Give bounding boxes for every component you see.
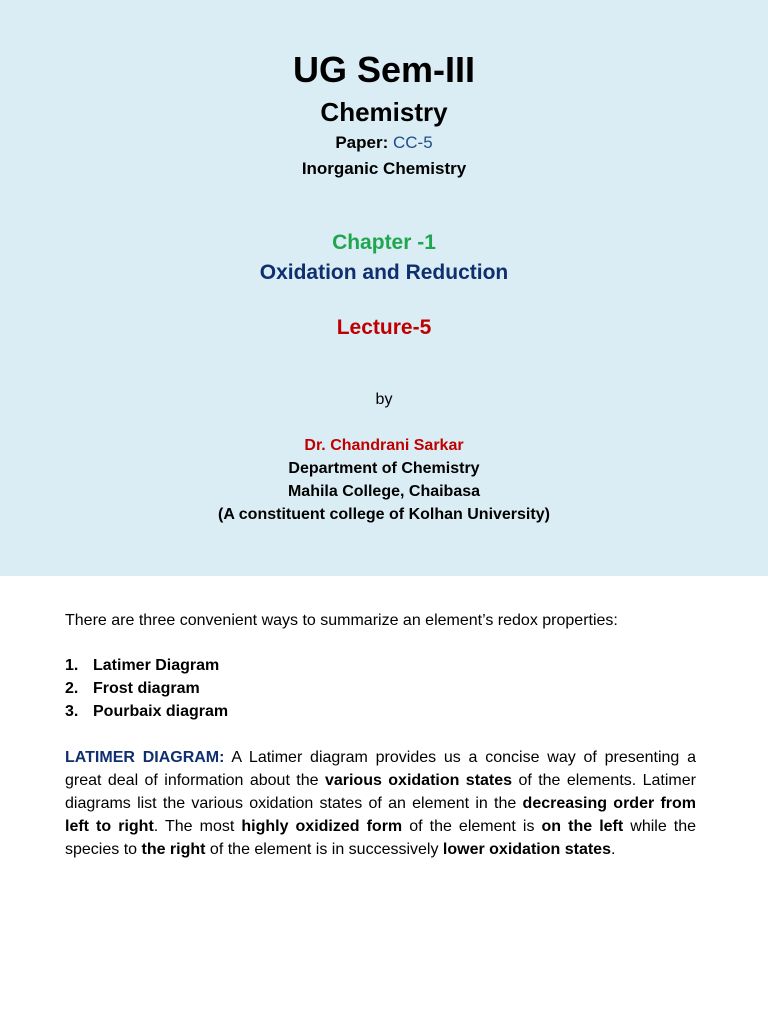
emphasis-text: lower oxidation states [442, 841, 611, 858]
list-text: Latimer Diagram [93, 657, 220, 674]
course-title: UG Sem-III [292, 49, 476, 90]
para-text: . The most [153, 818, 242, 835]
chapter-number: Chapter -1 [332, 231, 436, 254]
list-number: 2. [65, 680, 79, 697]
paper-name: Inorganic Chemistry [301, 159, 467, 178]
latimer-heading: LATIMER DIAGRAM: [65, 749, 225, 766]
paper-label: Paper: [335, 133, 393, 152]
para-text: of the element is in successively [205, 841, 443, 858]
college-name: Mahila College, Chaibasa [287, 483, 481, 500]
paper-code: CC-5 [392, 133, 433, 152]
paper-line [0, 132, 768, 154]
affiliation-text: (A constituent college of Kolhan University) [218, 506, 550, 523]
department-name: Department of Chemistry [288, 460, 480, 477]
latimer-paragraph [65, 746, 696, 861]
list-item [65, 677, 696, 700]
emphasis-text: highly oxidized form [241, 818, 403, 835]
list-text: Frost diagram [93, 680, 200, 697]
emphasis-text: decreasing order from left to right [65, 795, 697, 835]
para-text: of the elements. Latimer diagrams list the various oxidation states of an element in the [65, 772, 696, 812]
intro-text: There are three convenient ways to summarize an element’s redox properties: [65, 612, 618, 629]
list-item [65, 654, 696, 677]
subject-title: Chemistry [320, 97, 448, 127]
list-item [65, 700, 696, 723]
list-number: 3. [65, 703, 79, 720]
list-number: 1. [65, 657, 79, 674]
list-text: Pourbaix diagram [93, 703, 229, 720]
author-name: Dr. Chandrani Sarkar [304, 437, 464, 454]
by-label: by [375, 391, 393, 408]
chapter-title: Oxidation and Reduction [259, 261, 509, 284]
emphasis-text: various oxidation states [324, 772, 513, 789]
lecture-number: Lecture-5 [336, 316, 432, 339]
methods-list [65, 654, 696, 723]
emphasis-text: on the left [541, 818, 624, 835]
para-text: . [610, 841, 616, 858]
para-text: while the species to [65, 818, 697, 858]
para-text: A Latimer diagram provides us a concise way of presenting a great deal of information about the [65, 749, 697, 789]
para-text: of the element is [402, 818, 542, 835]
emphasis-text: the right [141, 841, 206, 858]
